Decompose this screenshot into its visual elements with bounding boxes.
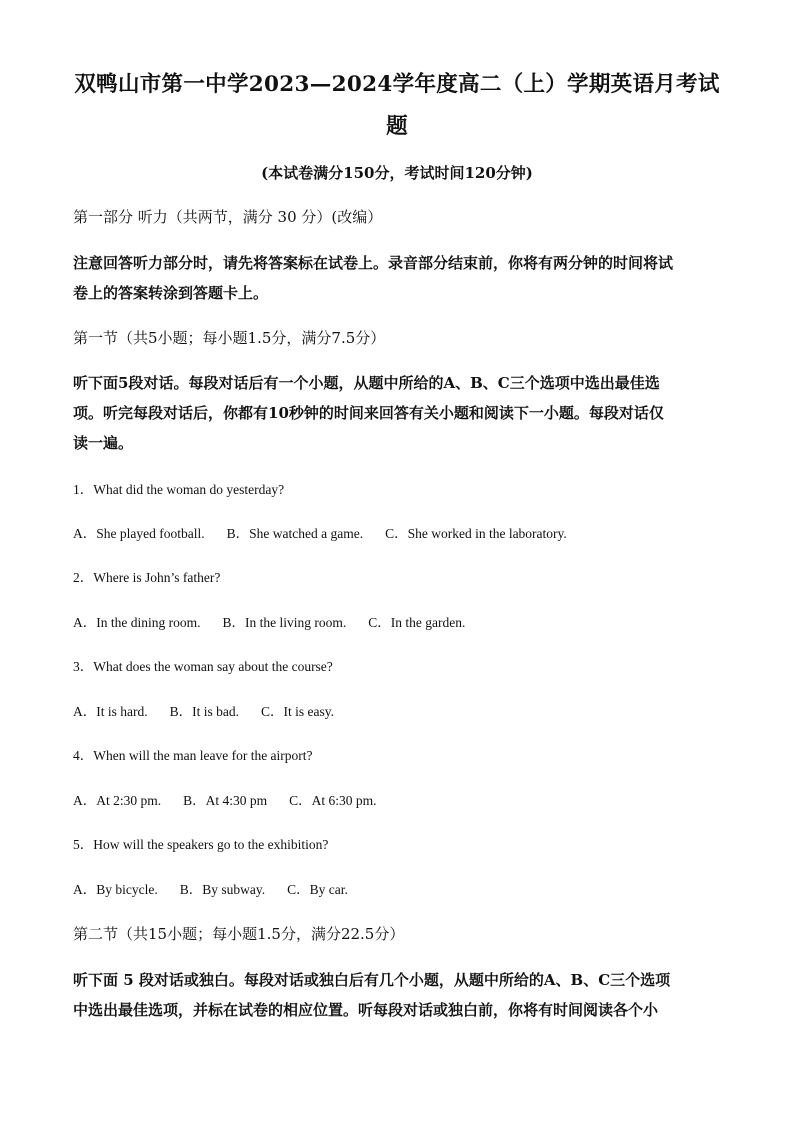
question-3-options [73, 702, 723, 722]
section2-instruction-line-2: 中选出最佳选项，并标在试卷的相应位置。听每段对话或独白前，你将有时间阅读各个小 [73, 1001, 659, 1019]
section1-instruction-line-2: 项。听完每段对话后，你都有10秒钟的时间来回答有关小题和阅读下一小题。每段对话仅 [73, 404, 664, 422]
question-5-option-a: A．By bicycle. [73, 882, 158, 897]
question-2-options [73, 613, 723, 633]
question-1-option-a: A．She played football. [73, 526, 205, 541]
exam-subtitle: (本试卷满分150分，考试时间120分钟) [261, 164, 533, 182]
question-1-option-b: B．She watched a game. [226, 526, 364, 541]
question-2-option-a: A．In the dining room. [73, 615, 201, 630]
section2-instruction-line-1: 听下面 5 段对话或独白。每段对话或独白后有几个小题，从题中所给的A、B、C三个选项 [73, 971, 671, 989]
section2-heading: 第二节（共15小题；每小题1.5分，满分22.5分） [73, 925, 405, 943]
question-2: 2．Where is John’s father? [73, 570, 221, 585]
question-3-option-b: B．It is bad. [169, 704, 239, 719]
question-2-option-c: C．In the garden. [368, 615, 466, 630]
question-2-option-b: B．In the living room. [222, 615, 347, 630]
question-4: 4．When will the man leave for the airport? [73, 748, 313, 763]
exam-title-line-1: 双鸭山市第一中学2023—2024学年度高二（上）学期英语月考试 [74, 72, 720, 97]
question-4-option-a: A．At 2:30 pm. [73, 793, 162, 808]
question-4-option-b: B．At 4:30 pm [183, 793, 268, 808]
section1-instruction-line-3: 读一遍。 [73, 434, 134, 452]
exam-title [70, 64, 724, 148]
part1-heading: 第一部分 听力（共两节，满分 30 分）(改编） [73, 208, 383, 226]
question-3: 3．What does the woman say about the course? [73, 659, 333, 674]
section1-instruction-line-1: 听下面5段对话。每段对话后有一个小题，从题中所给的A、B、C三个选项中选出最佳选 [73, 374, 660, 392]
question-3-option-a: A．It is hard. [73, 704, 148, 719]
section1-heading: 第一节（共5小题；每小题1.5分，满分7.5分） [73, 329, 386, 347]
question-5-option-c: C．By car. [287, 882, 348, 897]
exam-title-line-2: 题 [386, 114, 408, 139]
question-4-options [73, 791, 723, 811]
question-1-option-c: C．She worked in the laboratory. [385, 526, 567, 541]
question-5-option-b: B．By subway. [179, 882, 266, 897]
question-1: 1．What did the woman do yesterday? [73, 482, 285, 497]
question-1-options [73, 524, 723, 544]
question-5-options [73, 880, 723, 900]
notice-line-1: 注意回答听力部分时，请先将答案标在试卷上。录音部分结束前，你将有两分钟的时间将试 [73, 254, 674, 272]
question-3-option-c: C．It is easy. [261, 704, 334, 719]
notice-line-2: 卷上的答案转涂到答题卡上。 [73, 284, 269, 302]
question-4-option-c: C．At 6:30 pm. [289, 793, 377, 808]
question-5: 5．How will the speakers go to the exhibition? [73, 837, 329, 852]
